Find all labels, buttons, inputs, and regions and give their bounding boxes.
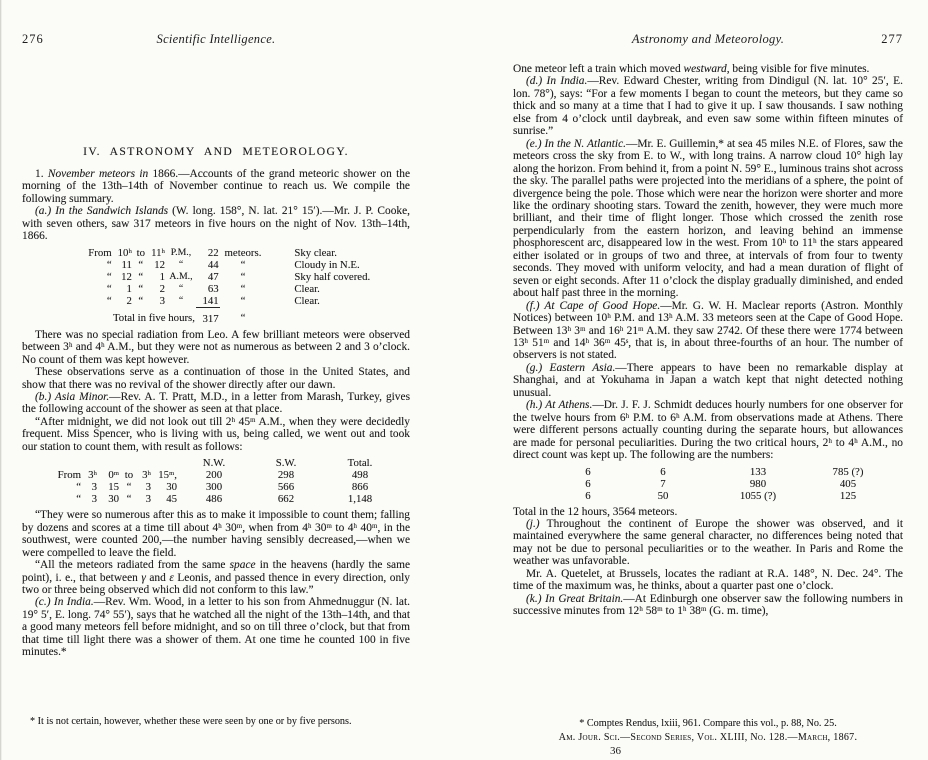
paragraph-at-athens: (h.) At Athens.—Dr. J. F. J. Schmidt deduces hourly numbers for one observer for the twelve hours from 6ʰ P.M. to 6ʰ A.M. from observations made at Athens. There were different persons actually counting during the separate hours, but allowances are made for personal peculiarities. During the two critical hours, 2ʰ to 4ʰ A.M., no direct count was kept up. The following are the numbers: <box>513 399 903 462</box>
table-cell: 12 <box>154 258 166 271</box>
table-cell: 1 <box>159 270 166 283</box>
table-cell: 3ʰ <box>142 469 151 482</box>
paragraph-in-india-chester: (d.) In India.—Rev. Edward Chester, writing from Dindigul (N. lat. 10° 25′, E. lon. 78°), says: “For a few moments I began to count the meteors, but they came so thick and so many at a time that I had to give it up. I saw thousands. I saw nothing else from 4 o’clock until daybreak, and even saw some within fifteen minutes of sunrise.” <box>513 75 903 138</box>
table-row <box>48 481 398 493</box>
table-cell: 30 <box>108 493 119 506</box>
table-cell: 980 <box>749 477 767 490</box>
table-header-row <box>48 457 398 469</box>
table-row <box>84 247 410 259</box>
table-cell: 0ᵐ <box>108 469 119 482</box>
paragraph-n-atlantic: (e.) In the N. Atlantic.—Mr. E. Guillemin,* at sea 45 miles N.E. of Flores, saw the meteors cross the sky from E. to W., with long trains. A narrow cloud 10° high lay along the horizon. From behind it, from a point N. 59° E., luminous trains shot across the sky. The parallel paths were projected into the meridians of a sphere, the point of divergence being the pole. Those which were near the horizon were shorter and more like the ordinary shooting stars. Toward the zenith, however, they were much more brilliant, and their time of flight longer. Those which crossed the zenith rose perpendicularly from the eastern horizon, and leaving behind an immense phosphorescent arc, disappeared low in the west. From 10ʰ to 11ʰ the stars appeared either isolated or in groups of two and three, at intervals of from four to twenty seconds. They moved with uniform velocity, and had a mean duration of flight of seven or eight seconds. After 11 o’clock the display gradually diminished, and ended about half past three in the morning. <box>513 137 903 300</box>
table-cell: 1,148 <box>347 493 373 506</box>
table-cell: P.M., <box>170 246 192 258</box>
table-cell: 2 <box>159 282 166 295</box>
table-row <box>568 490 898 502</box>
page-footer <box>513 718 903 757</box>
table-cell: 6 <box>585 477 591 490</box>
table-cell: 45 <box>166 493 177 506</box>
paragraph-asia-minor: (b.) Asia Minor.—Rev. A. T. Pratt, M.D., in a letter from Marash, Turkey, gives the following account of the shower as seen at that place. <box>22 390 410 416</box>
table-row <box>84 271 410 283</box>
table-row <box>84 283 410 295</box>
table-row <box>48 493 398 505</box>
footnote: * It is not certain, however, whether these were seen by one or by five persons. <box>30 716 352 727</box>
table-cell: meteors. <box>224 246 262 259</box>
table-cell: “ <box>138 282 144 295</box>
table-cell: 3 <box>91 481 97 494</box>
table-cell: 141 <box>202 294 219 307</box>
table-cell: 3 <box>145 481 151 494</box>
table-cell: “ <box>138 270 144 283</box>
paragraph-continent-europe: (j.) Throughout the continent of Europe the shower was observed, and it maintained everywhere the same general character, no differences being noted that may not be due to personal peculiarities or to the weather. In Paris and Rome the weather was unfavorable. <box>513 517 903 568</box>
total-value: 317 <box>196 307 220 325</box>
table-cell: to <box>124 469 134 482</box>
table-cell: “ <box>138 294 144 307</box>
table-cell: “ <box>126 481 132 494</box>
table-cell: to <box>136 246 145 259</box>
table-cell: 298 <box>277 469 295 482</box>
table-cell: 50 <box>657 489 669 502</box>
paragraph-sandwich-islands: (a.) In the Sandwich Islands (W. long. 158°, N. lat. 21° 15′).—Mr. J. P. Cooke, with seven others, saw 317 meteors in five hours on the night of Nov. 13th–14th, 1866. <box>22 205 410 243</box>
table-cell: 47 <box>207 270 219 283</box>
table-cell: “ <box>240 312 246 325</box>
table-row <box>84 295 410 308</box>
paragraph-in-india-wood: (c.) In India.—Rev. Wm. Wood, in a letter to his son from Ahmednuggur (N. lat. 19° 5′, E. long. 74° 55′), says that he watched all the night of the 13th–14th, and that a good many meteors fell before midnight, and so on till three o’clock, but that from that time till light there was a shower of them. At one time he counted 100 in five minutes.* <box>22 596 410 659</box>
table-cell: 1055 (?) <box>739 489 777 502</box>
table-cell: Sky clear. <box>294 246 337 259</box>
table-cell: Clear. <box>294 294 320 307</box>
total-label: Total in five hours, <box>112 312 195 325</box>
paragraph-meteor-train: One meteor left a train which moved westward, being visible for five minutes. <box>513 63 870 75</box>
table-cell: 300 <box>205 481 223 494</box>
table-cell: “ <box>76 481 81 494</box>
table-cell: “ <box>106 258 112 271</box>
table-cell: “ <box>126 493 132 506</box>
table-cell: 30 <box>166 481 177 494</box>
footnote: * Comptes Rendus, lxiii, 961. Compare this vol., p. 88, No. 25. <box>579 718 837 729</box>
table-cell: 125 <box>839 489 857 502</box>
paragraph-continuation: These observations serve as a continuation of those in the United States, and show that there was no revival of the shower directly after our dawn. <box>22 366 410 391</box>
table-cell <box>48 457 178 469</box>
paragraph-cape-good-hope: (f.) At Cape of Good Hope.—Mr. G. W. H. Maclear reports (Astron. Monthly Notices) between 10ʰ P.M. and 13ʰ A.M. 33 meteors seen at the Cape of Good Hope. Between 13ʰ 3ᵐ and 16ʰ 21ᵐ A.M. they saw 2742. Of these there were 1774 between 13ʰ 51ᵐ and 14ʰ 36ᵐ 45ˢ, that is, in about three-fourths of an hour. The number of observers is not stated. <box>513 299 903 362</box>
paragraph-radiated-space: “All the meteors radiated from the same space in the heavens (hardly the same point), i. e., that between γ and ε Leonis, and passed thence in every direction, only two or three being observed which did not conform to this law.” <box>22 559 410 596</box>
running-header-right <box>513 32 903 46</box>
table-cell <box>266 307 410 325</box>
table-cell: 15ᵐ, <box>158 469 177 482</box>
table-cell: 662 <box>277 493 295 506</box>
table-cell: From <box>57 469 81 482</box>
table-cell: 15 <box>108 481 119 494</box>
column-header-sw: S.W. <box>275 457 297 470</box>
scan-edge-shadow <box>0 0 2 760</box>
table-cell: 3 <box>91 493 97 506</box>
table-cell: 11 <box>121 258 132 271</box>
table-cell: “ <box>240 282 246 295</box>
table-cell: “ <box>106 282 112 295</box>
table-row <box>84 259 410 271</box>
paragraph-athens-total: Total in the 12 hours, 3564 meteors. <box>513 505 678 518</box>
table-cell: 22 <box>207 246 219 259</box>
running-header-left <box>22 32 410 46</box>
table-cell: “ <box>240 294 246 307</box>
table-cell: “ <box>240 270 246 283</box>
table-cell: 12 <box>121 270 132 283</box>
table-cell: 6 <box>585 465 591 478</box>
marash-count-table <box>48 457 398 505</box>
table-cell: 498 <box>351 469 369 482</box>
journal-imprint: Am. Jour. Sci.—Second Series, Vol. XLIII, No. 128.—March, 1867. <box>558 732 858 743</box>
table-cell: 3 <box>145 493 151 506</box>
table-cell: 44 <box>207 258 219 271</box>
table-cell: 200 <box>205 469 223 482</box>
table-cell: “ <box>138 258 144 271</box>
table-cell: 6 <box>660 465 666 478</box>
table-total-row <box>84 307 410 325</box>
table-cell: “ <box>76 493 81 506</box>
table-cell: Cloudy in N.E. <box>294 258 360 271</box>
table-cell: “ <box>178 294 184 306</box>
table-cell: Sky half covered. <box>294 270 371 283</box>
sandwich-islands-table <box>84 247 410 325</box>
table-row <box>568 478 898 490</box>
table-cell: “ <box>106 270 112 283</box>
table-cell: 486 <box>205 493 223 506</box>
table-cell: 10ʰ <box>117 246 132 259</box>
page-number: 277 <box>881 32 903 46</box>
running-head: Astronomy and Meteorology. <box>631 32 785 46</box>
column-header-nw: N.W. <box>202 457 226 470</box>
table-row <box>48 469 398 481</box>
table-cell: 6 <box>585 489 591 502</box>
table-cell: A.M., <box>169 270 193 282</box>
table-cell: 866 <box>351 481 369 494</box>
paragraph-eastern-asia: (g.) Eastern Asia.—There appears to have been no remarkable display at Shanghai, and at Yokuhama in Japan a watch kept that night detected nothing unusual. <box>513 361 903 399</box>
paragraph-so-numerous: “They were so numerous after this as to make it impossible to count them; falling by dozens and scores at a time till about 4ʰ 30ᵐ, when from 4ʰ 30ᵐ to 4ʰ 40ᵐ, in the southwest, were counted 200,—the number having sensibly decreased,—when we were compelled to leave the field. <box>22 509 410 559</box>
paragraph-quetelet: Mr. A. Quetelet, at Brussels, locates the radiant at R.A. 148°, N. Dec. 24°. The time of the maximum was, he thinks, about a quarter past one o’clock. <box>513 567 903 593</box>
table-cell: 63 <box>207 282 219 295</box>
table-row <box>568 466 898 478</box>
paragraph-after-midnight: “After midnight, we did not look out till 2ʰ 45ᵐ A.M., when they were decidedly frequent. Miss Spencer, who is living with us, being called, we went out and took our station to count them, with result as follows: <box>22 415 410 453</box>
blank-space <box>22 46 410 145</box>
signature-mark: 36 <box>610 745 621 757</box>
table-cell: “ <box>240 258 246 271</box>
table-cell: From <box>88 246 112 259</box>
paragraph-great-britain: (k.) In Great Britain.—At Edinburgh one observer saw the following numbers in successive minutes from 12ʰ 58ᵐ to 1ʰ 38ᵐ (G. m. time), <box>513 592 904 618</box>
athens-hourly-table <box>568 466 898 502</box>
table-cell: 2 <box>126 294 132 307</box>
page-277 <box>513 0 903 760</box>
table-cell: 3 <box>159 294 166 307</box>
table-cell: Clear. <box>294 282 320 295</box>
running-head: Scientific Intelligence. <box>156 32 276 46</box>
table-cell: 405 <box>839 477 857 490</box>
table-cell: “ <box>178 282 184 294</box>
table-cell: “ <box>178 258 184 270</box>
paragraph-no-special-radiation: There was no special radiation from Leo. A few brilliant meteors were observed between 3ʰ and 4ʰ A.M., but they were not as numerous as between 2 and 3 o’clock. No count of them was kept however. <box>22 328 410 366</box>
table-cell: 1 <box>126 282 132 295</box>
column-header-total: Total. <box>347 457 373 470</box>
table-cell: 3ʰ <box>88 469 97 482</box>
paragraph-november-meteors: 1. November meteors in 1866.—Accounts of the grand meteoric shower on the morning of the 13th–14th of November continue to reach us. We compile the following summary. <box>22 168 410 205</box>
page-276 <box>22 0 410 760</box>
table-cell: 11ʰ <box>151 246 166 259</box>
section-heading: IV. ASTRONOMY AND METEOROLOGY. <box>83 145 349 158</box>
table-cell: 7 <box>660 477 666 490</box>
table-cell: 785 (?) <box>832 465 864 478</box>
table-cell: 133 <box>749 465 767 478</box>
table-cell: “ <box>106 294 112 307</box>
table-cell: 566 <box>277 481 295 494</box>
page-number: 276 <box>22 32 44 46</box>
